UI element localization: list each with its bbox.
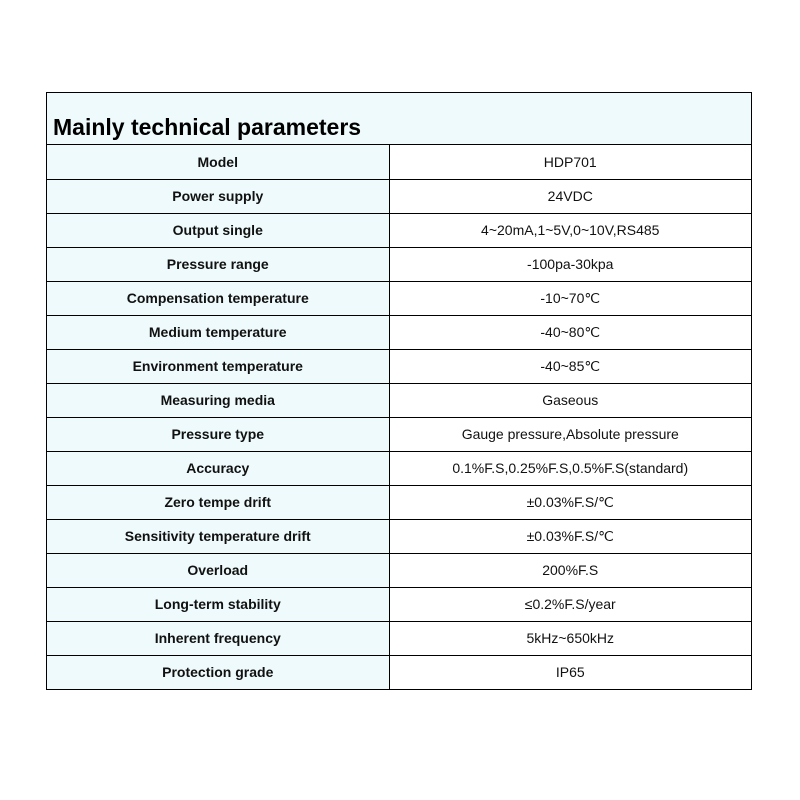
param-value: HDP701: [389, 145, 751, 179]
table-row: [47, 383, 751, 417]
param-value: 24VDC: [389, 179, 751, 213]
param-label: Sensitivity temperature drift: [47, 519, 389, 553]
param-label: Overload: [47, 553, 389, 587]
param-value: ±0.03%F.S/℃: [389, 519, 751, 553]
param-value: 200%F.S: [389, 553, 751, 587]
parameters-sheet: [46, 92, 752, 690]
param-label: Pressure type: [47, 417, 389, 451]
page-title: Mainly technical parameters: [53, 114, 362, 140]
table-row: [47, 281, 751, 315]
param-label: Measuring media: [47, 383, 389, 417]
param-value: ≤0.2%F.S/year: [389, 587, 751, 621]
table-row: [47, 621, 751, 655]
table-row: [47, 315, 751, 349]
param-label: Protection grade: [47, 655, 389, 689]
param-value: 5kHz~650kHz: [389, 621, 751, 655]
param-value: Gaseous: [389, 383, 751, 417]
title-row: [47, 93, 751, 145]
param-label: Model: [47, 145, 389, 179]
table-row: [47, 587, 751, 621]
table-row: [47, 485, 751, 519]
param-value: Gauge pressure,Absolute pressure: [389, 417, 751, 451]
param-value: -10~70℃: [389, 281, 751, 315]
param-label: Zero tempe drift: [47, 485, 389, 519]
param-value: -40~85℃: [389, 349, 751, 383]
param-label: Environment temperature: [47, 349, 389, 383]
table-row: [47, 247, 751, 281]
param-value: -40~80℃: [389, 315, 751, 349]
table-row: [47, 417, 751, 451]
table-row: [47, 553, 751, 587]
param-value: ±0.03%F.S/℃: [389, 485, 751, 519]
param-label: Long-term stability: [47, 587, 389, 621]
param-value: IP65: [389, 655, 751, 689]
param-value: -100pa-30kpa: [389, 247, 751, 281]
param-value: 4~20mA,1~5V,0~10V,RS485: [389, 213, 751, 247]
table-row: [47, 145, 751, 179]
param-label: Output single: [47, 213, 389, 247]
param-label: Inherent frequency: [47, 621, 389, 655]
param-value: 0.1%F.S,0.25%F.S,0.5%F.S(standard): [389, 451, 751, 485]
param-label: Accuracy: [47, 451, 389, 485]
table-row: [47, 451, 751, 485]
parameters-table: [47, 145, 751, 689]
table-row: [47, 519, 751, 553]
table-row: [47, 213, 751, 247]
table-row: [47, 349, 751, 383]
param-label: Medium temperature: [47, 315, 389, 349]
param-label: Pressure range: [47, 247, 389, 281]
param-label: Power supply: [47, 179, 389, 213]
param-label: Compensation temperature: [47, 281, 389, 315]
table-row: [47, 179, 751, 213]
table-row: [47, 655, 751, 689]
